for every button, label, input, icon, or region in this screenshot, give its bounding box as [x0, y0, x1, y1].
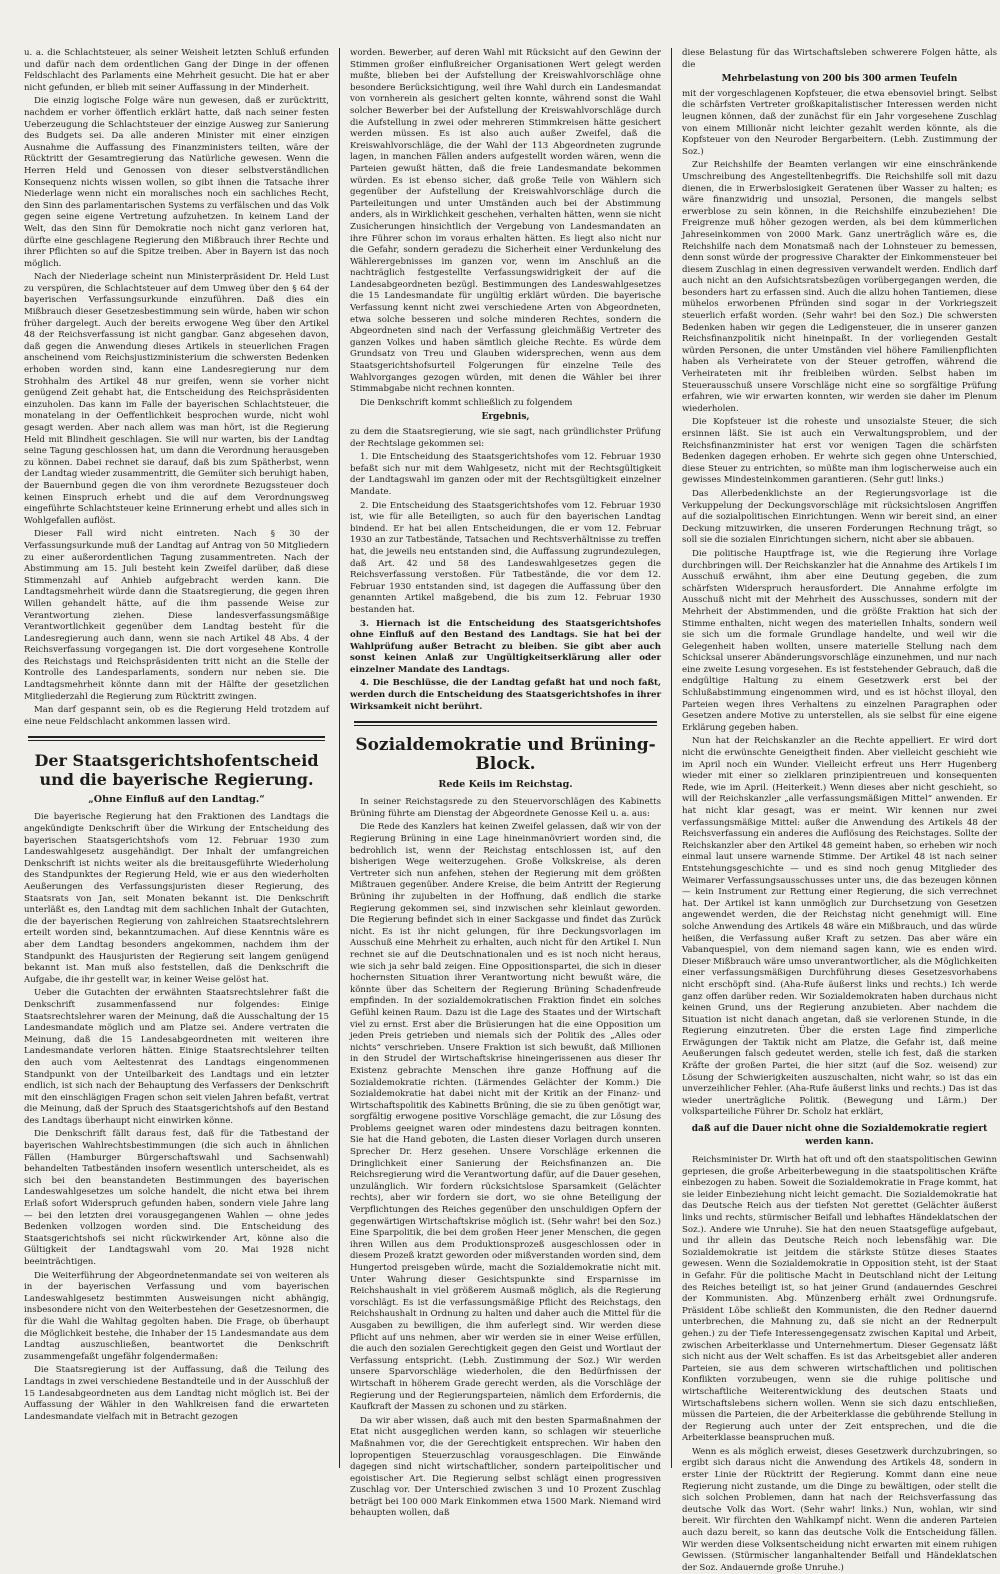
paragraph: Man darf gespannt sein, ob es die Regierung Held trotzdem auf eine neue Feldschlacht ankommen lassen wird.: [24, 705, 329, 727]
paragraph: Die einzig logische Folge wäre nun gewesen, daß er zurücktritt, nachdem er vorher öffentlich erklärt hatte, daß nach seiner festen Ueberzeugung die Schlachtsteuer der einzige Ausweg zur Sanierung des Budgets sei. Da alle anderen Minister mit einer einzigen Ausnahme die Auffassung des Finanzministers teilten, wäre der Rücktritt der Gesamtregierung das Natürliche gewesen. Wenn die Herren Held und Genossen von dieser selbstverständlichen Konsequenz nichts wissen wollen, so gibt ihnen die Tatsache ihrer Niederlage wenn nicht ein moralisches noch ein sachliches Recht, den Sinn des parlamentarischen Systems zu verfälschen und das Volk gegen seine eigene Vertretung aufzuhetzen. In keinem Land der Welt, das den Sinn für Demokratie noch nicht ganz verloren hat, dürfte eine geschlagene Regierung den Mißbrauch ihrer Rechte und ihrer Pflichten so auf die Spitze treiben. Aber in Bayern ist das noch möglich.: [24, 96, 329, 269]
paragraph: Die Weiterführung der Abgeordnetenmandate sei von weiteren als in der bayerischen Verfassung und vom bayerischen Landeswahlgesetz bestimmten Ausweisungen nicht abhängig, insbesondere nicht von den Weiterbestehen der Gesetzesnormen, die für die Wahl die Wahltag gegolten haben. Die Frage, ob überhaupt die Möglichkeit bestehe, die Inhaber der 15 Landesmandate aus dem Landtag auszuschließen, beantwortet die Denkschrift zusammengefaßt ungefähr folgendermaßen:: [24, 1270, 329, 1362]
paragraph: Die Rede des Kanzlers hat keinen Zweifel gelassen, daß wir von der Regierung Brüning in eine Lage hineinmanövriert worden sind, die bedrohlich ist, wenn der Reichstag entschlossen ist, auf den bisherigen Wege weiterzugehen. Große Volkskreise, als deren Vertreter sich nun anfehen, stehen der Regierung mit dem größten Mißtrauen gegenüber. Andere Kreise, die beim Antritt der Regierung Brüning ihr zujubelten in der Hoffnung, daß endlich die starke Regierung gekommen sei, sind inzwischen sehr kleinlaut geworden. Die Regierung befindet sich in einer Sackgasse und findet das Zurück nicht. Es ist ihr nicht gelungen, für ihre Deckungsvorlagen im Ausschuß eine Mehrheit zu erhalten, auch nicht für den Artikel I. Nun rechnet sie auf die Deutschnationalen und es ist noch nicht heraus, wie sich ja sehr bald zeigen. Eine Oppositionspartei, die sich in dieser hochernsten Situation ihrer Verantwortung nicht bewußt wäre, die könnte über das Scheitern der Regierung Brüning Schadenfreude empfinden. In der sozialdemokratischen Fraktion findet ein solches Gefühl keinen Raum. Dazu ist die Lage des Staates und der Wirtschaft viel zu ernst. Erst aber die Brüsierungen hat die eine Opposition um jeden Preis getrieben und niemals sich der Politik des „Alles oder nichts“ verschrieben. Unsere Fraktion ist sich bewußt, daß Millionen in den Strudel der Wirtschaftskrise hineingerissenen aus dieser Ihr Existenz gebrachte Menschen ihre ganze Hoffnung auf die Sozialdemokratie richten. (Lärmendes Gelächter der Komm.) Die Sozialdemokratie hat dabei nicht mit der Kritik an der Finanz- und Wirtschaftspolitik des Kabinetts Brüning, die sie zu üben genötigt war, sorgfältig erwogene positive Vorschläge gemacht, die zur Lösung des Problems geeignet waren oder mindestens dazu beitragen konnten. Sie hat die Hand geboten, die Lasten dieser Vorlagen durch unseren Sprecher Dr. Herz gesehen. Unsere Vorschläge erkennen die Dringlichkeit einer Sanierung der Reichsfinanzen an. Die Reichsregierung wird die Verantwortung dafür, auf die Dauer gesehen, unzulänglich. Wir fordern rücksichtslose Sparsamkeit (Gelächter rechts), aber wir fordern sie dort, wo sie ohne Beteiligung der Verpflichtungen des Reiches gegenüber den unschuldigen Opfern der gegenwärtigen Wirtschaftskrise möglich ist. (Sehr wahr! bei den Soz.) Eine Sparpolitik, die bei dem großen Heer jener Menschen, die gegen ihren Willen aus dem Produktionsprozeß ausgeschlossen oder in diesem Prozeß kratzt geworden oder mißverstanden worden sind, dem Hungertod preisgeben würde, macht die Sozialdemokratie nicht mit. Unter Wahrung dieser Gesichtspunkte sind Ersparnisse im Reichshaushalt in viel größerem Ausmaß möglich, als die Regierung vorschlägt. Es ist die verfassungsmäßige Pflicht des Reichstags, den Reichshaushalt in Ordnung zu halten und daher auch die Mittel für die Ausgaben zu bewilligen, die ihm auferlegt sind. Wir werden diese Pflicht auf uns nehmen, aber wir werden sie in einer Weise erfüllen, die auch den sozialen Gerechtigkeit gegen den Geist und Wortlaut der Verfassung entspricht. (Lebh. Zustimmung der Soz.) Wir werden unsere Sparvorschläge wiederholen, die den Bedürfnissen der Wirtschaft in höherem Grade gerecht werden, als die Vorschläge der Regierung und der Regierungsparteien, nämlich dem Erfordernis, die Kaufkraft der Massen zu schonen und zu stärken.: [350, 822, 661, 1413]
paragraph: 4. Die Beschlüsse, die der Landtag gefaßt hat und noch faßt, werden durch die Entscheidung des Staatsgerichtshofes in ihrer Wirksamkeit nicht berührt.: [350, 678, 661, 712]
paragraph: Die bayerische Regierung hat den Fraktionen des Landtags die angekündigte Denkschrift über die Wirkung der Entscheidung des bayerischen Staatsgerichtshofs vom 12. Februar 1930 zum Landeswahlgesetz ausgehändigt. Der Inhalt der umfangreichen Denkschrift ist nichts weiter als die breitausgeführte Wiederholung des Standpunktes der Regierung Held, wie er aus den wiederholten Aeußerungen des Verfassungsjuristen dieser Regierung, des Staatsrats von Jan, seit Monaten bekannt ist. Die Denkschrift unterläßt es, den Landtag mit dem sachlichen Inhalt der Gutachten, die der bayerischen Regierung von zahlreichen Staatsrechtslehrern erteilt worden sind, bekanntzumachen. Auf diese Kenntnis wäre es aber dem Landtag besonders angekommen, nachdem ihm der Standpunkt des Hausjuristen der Regierung seit langem genügend bekannt ist. Man muß also feststellen, daß die Denkschrift die Aufgabe, die ihr gestellt war, in keiner Weise gelöst hat.: [24, 812, 329, 985]
paragraph: worden. Bewerber, auf deren Wahl mit Rücksicht auf den Gewinn der Stimmen großer einflußreicher Organisationen Wert gelegt werden mußte, blieben bei der Aufstellung der Kreiswahlvorschläge ohne besondere Berücksichtigung, weil ihre Wahl durch ein Landesmandat von vornherein als gesichert gelten konnte, während sonst die Wahl solcher Bewerber bei der Aufstellung der Kreiswahlvorschläge durch die Aufstellung in zwei oder mehreren Stimmkreisen hätte gesichert werden müssen. Es ist also auch außer Zweifel, daß die Kreiswahlvorschläge, die der Wahl der 113 Abgeordneten zugrunde lagen, in manchen Fällen anders aufgestellt worden wären, wenn die Parteien gewußt hätten, daß die freie Landesmandate bekommen würden. Es ist ebenso sicher, daß große Teile von Wählern sich gegenüber der Aufstellung der Kreiswahlvorschläge durch die Parteileitungen und unter Umständen auch bei der Abstimmung anders, als in Wirklichkeit geschehen, verhalten hätten, wenn sie nicht Zusicherungen hinsichtlich der Vergebung von Landesmandaten an ihre Führer schon im voraus erhalten hätten. Es liegt also nicht nur die Gefahr, sondern geradezu die Sicherheit einer Verdunkelung des Wählerergebnisses im ganzen vor, wenn im Anschluß an die nachträglich festgestellte Verfassungswidrigkeit der auf die Landesabgeordneten bezügl. Bestimmungen des Landeswahlgesetzes die 15 Landesmandate für ungültig erklärt würden. Die bayerische Verfassung kennt nicht zwei verschiedene Arten von Abgeordneten, etwa solche besseren und solche minderen Rechtes, sondern die Abgeordneten sind nach der Verfassung gleichmäßig Vertreter des ganzen Volkes und haben sämtlich gleiche Rechte. Es würde dem Grundsatz von Treu und Glauben widersprechen, wenn aus dem Staatsgerichtshofsurteil Folgerungen für einzelne Teile des Wahlvorganges gezogen würden, mit denen die Wähler bei ihrer Stimmabgabe nicht rechnen konnten.: [350, 48, 661, 395]
paragraph: mit der vorgeschlagenen Kopfsteuer, die etwa ebensoviel bringt. Selbst die schärfsten Vertreter großkapitalistischer Interessen werden nicht leugnen können, daß der zunächst für ein Jahr vorgesehene Zuschlag von einem Millionär nicht leichter gezahlt werden könnte, als die Kopfsteuer von den Neuroder Bergarbeitern. (Lebh. Zustimmung der Soz.): [682, 88, 997, 157]
paragraph: Reichsminister Dr. Wirth hat oft und oft den staatspolitischen Gewinn gepriesen, die große Arbeiterbewegung in die staatspolitischen Kräfte einbezogen zu haben. Soweit die Sozialdemokratie in Frage kommt, hat sie leider Einbeziehung nicht leicht gemacht. Die Sozialdemokratie hat das Deutsche Reich aus der tiefsten Not gerettet (Gelächter äußerst links und rechts, stürmischer Beifall und lebhaftes Händeklatschen der Soz.). Andere wie Unruhe). Sie hat den neuen Staatsgefüge aufgebaut, und ihr allein das Deutsche Reich noch lebensfähig war. Die Sozialdemokratie ist jeitdem die stärkste Stütze dieses Staates gewesen. Wenn die Sozialdemokratie in Opposition steht, ist der Staat in Gefahr. Für die politische Macht in Deutschland nicht der Leitung des Reiches beteiligt ist, so hat jeiner Grund (andauerndes Geschrei der Kommunisten. Abg. Münzenberg erhält zwei Ordnungsrufe. Präsident Löbe schließt den Kommunisten, die den Redner dauernd unterbrechen, die Mahnung zu, daß sie nicht an der Rednerpult gehen.) zu der Tiefe Interessengegensatz zwischen Kapital und Arbeit, zwischen Arbeiterklasse und Unternehmertum. Dieser Gegensatz läßt sich nicht aus der Welt schaffen. Es ist das Arbeitsgebiet aller anderen Parteien, sie aus dem schweren wirtschaftlichen und politischen Konflikten vorzubeugen, wenn sie die ruhige politische und wirtschaftliche Weiterentwicklung des deutschen Staats und Wirtschaftslebens sichern wollen. Wenn sie sich dazu entschließen, müssen die Parteien, die der Arbeiterklasse die gebührende Stellung in der Regierung auch unter der Zeit entsprechen, und die die Arbeiterklasse beanspruchen muß.: [682, 1155, 997, 1444]
paragraph: Die politische Hauptfrage ist, wie die Regierung ihre Vorlage durchbringen will. Der Reichskanzler hat die Annahme des Artikels I im Ausschuß erwähnt, ihm aber eine Deutung gegeben, die zum schärfsten Widerspruch herausfordert. Die Annahme erfolgte im Ausschuß nicht mit der Mehrheit des Ausschusses, sondern mit der Mehrheit der Abstimmenden, und die größte Fraktion hat sich der Stimme enthalten, nicht wegen des materiellen Inhalts, sondern weil sie sich um die formale Grundlage handelte, und weil wir die Gelegenheit haben wollten, unsere materielle Stellung nach dem Schicksal unserer Abänderungsvorschläge einzunehmen, und nur nach eine zweite Lesung vorgesehen. Es ist feststehender Gebrauch, daß die endgültige Haltung zu einem Gesetzwerk erst bei der Schlußabstimmung eingenommen wird, und es ist höchst illoyal, den Parteien wegen ihres Verhaltens zu einzelnen Paragraphen oder Gesetzen andere Motive zu unterstellen, als sie selbst für eine eigene Erklärung gegeben haben.: [682, 548, 997, 733]
section-divider: [354, 721, 657, 726]
section-label: Ergebnis,: [481, 412, 530, 423]
section-divider: [28, 736, 325, 741]
paragraph: Zur Reichshilfe der Beamten verlangen wir eine einschränkende Umschreibung des Angestelltenbegriffs. Die Reichshilfe soll mit dazu dienen, die in Erwerbslosigkeit Geratenen über Wasser zu halten; es wäre finanzwidrig und unsozial, Personen, die mangels selbst erwerblose zu sein können, in die Reichshilfe einzubeziehen! Die Freigrenze muß höher gezogen werden, als bei dem kümmerlichen Jahreseinkommen von 2000 Mark. Ganz unerträglich wäre es, die Reichshilfe nach dem Monatsmaß nach der Lohnsteuer zu bemessen, denn sonst würde der progressive Charakter der Einkommensteuer bei diesem Zuschlag in einen degressiven verwandelt werden. Endlich darf auch nicht an den Aufsichtsratsbezügen vorübergegangen werden, die besonders hart zu erfassen sind. Auch die allzu hohen Tantiemen, diese mühelos erworbenen Pfründen sind sogar in der Vorkriegszeit steuerlich erfaßt worden. (Sehr wahr! bei den Soz.) Die schwersten Bedenken haben wir gegen die Ledigensteuer, die in unserer ganzen Reichsfinanzpolitik nicht hineinpaßt. In der vorliegenden Gestalt würden Personen, die unter Umständen viel höhere Familienpflichten haben als Verheiratete von der Steuer getroffen, während die Verheirateten mit ihr freibleiben würden. Selbst haben im Steuerausschuß unsere Vorschläge nicht eine so sorgfältige Prüfung erfahren, wie wir erwarten konnten, wir werden sie daher im Plenum wiederholen.: [682, 160, 997, 414]
paragraph: Ueber die Gutachten der erwähnten Staatsrechtslehrer faßt die Denkschrift zusammenfassend nur folgendes: Einige Staatsrechtslehrer waren der Meinung, daß die Ausschaltung der 15 Landesmandate möglich und am Platze sei. Andere vertraten die Meinung, daß die 15 Landesabgeordneten mit weiteren ihre Landesmandate verloren hätten. Einige Staatsrechtslehrer teilten den auch vom Aeltestenrat des Landtags eingenommenen Standpunkt von der Unteilbarkeit des Landtags und ein letzter endlich, ist sich nach der Behauptung des Verfassers der Denkschrift mit den einschlägigen Fragen schon seit vielen Jahren befaßt, vertrat die Meinung, daß der Spruch des Staatsgerichtshofs auf den Bestand des Landtags überhaupt nicht einwirken könne.: [24, 988, 329, 1126]
paragraph: Dieser Fall wird nicht eintreten. Nach § 30 der Verfassungsurkunde muß der Landtag auf Antrag von 50 Mitgliedern zu einer außerordentlichen Tagung zusammentreten. Nach der Abstimmung am 15. Juli besteht kein Zweifel darüber, daß diese Stimmenzahl auf Anhieb aufgebracht werden kann. Die Landtagsmehrheit würde dann die Staatsregierung, die gegen ihren Willen gehandelt hätte, auf die ihm passende Weise zur Verantwortung ziehen. Diese landesverfassungsmäßige Verantwortlichkeit gegenüber dem Landtag besteht für die Landesregierung auch dann, wenn sie nach Artikel 48 Abs. 4 der Reichsverfassung vorgegangen ist. Die dort vorgesehene Kontrolle des Reichstags und Reichspräsidenten tritt nicht an die Stelle der Kontrolle des Landesparlaments, sondern nur neben sie. Die Landtagsmehrheit könnte dann mit der Hälfte der gesetzlichen Mitgliederzahl die Regierung zum Rücktritt zwingen.: [24, 529, 329, 702]
section-label: daß auf die Dauer nicht ohne die Sozialdemokratie regiert werden kann.: [691, 1124, 988, 1148]
paragraph: Die Denkschrift fällt daraus fest, daß für die Tatbestand der bayerischen Wahlrechtsbestimmungen (die sich auch in ähnlichen Fällen (Hamburger Bürgerschaftswahl und Sachsenwahl) behandelten Tatbeständen insofern wesentlich unterscheidet, als es sich bei den beanstandeten Bestimmungen des bayerischen Landeswahlgesetzes um solche handelt, die nicht etwa bei ihrem Erlaß sofort Widerspruch gefunden haben, sondern viele Jahre lang — bei den letzten drei vorausgegangenen Wahlen — ohne jedes Bedenken vollzogen worden sind. Die Entscheidung des Staatsgerichtshofs sei nicht rückwirkender Art, könne also die Gültigkeit der Landtagswahl vom 20. Mai 1928 nicht beeinträchtigen.: [24, 1129, 329, 1267]
paragraph: diese Belastung für das Wirtschaftsleben schwerere Folgen hätte, als die: [682, 48, 997, 70]
paragraph: Die Kopfsteuer ist die roheste und unsozialste Steuer, die sich ersinnen läßt. Sie ist auch ein Verwaltungsproblem, und der Reichsfinanzminister hat erst vor wenigen Tagen die schärfsten Bedenken dagegen erhoben. Er wehrte sich gegen ohne Unterschied, diese Steuer zu entrichten, so müßte man ihm logischerweise auch ein gewisses Mindesteinkommen garantieren. (Sehr gut! links.): [682, 417, 997, 486]
column-middle: [350, 48, 661, 1519]
paragraph: u. a. die Schlachtsteuer, als seiner Weisheit letzten Schluß erfunden und dafür nach dem ordentlichen Gang der Dinge in der offenen Feldschlacht des Parlaments eine Mehrheit gesucht. Die hat er aber nicht gefunden, er blieb mit seiner Auffassung in der Minderheit.: [24, 48, 329, 93]
paragraph: 3. Hiernach ist die Entscheidung des Staatsgerichtshofes ohne Einfluß auf den Bestand des Landtags. Sie hat bei der Wahlprüfung außer Betracht zu bleiben. Sie gibt aber auch sonst keinen Anlaß zur Ungültigkeitserklärung aller oder einzelner Mandate des Landtags.: [350, 618, 661, 675]
column-rule: [339, 48, 340, 1468]
article-header: [24, 751, 329, 806]
column-left: [24, 48, 329, 1472]
paragraph: zu dem die Staatsregierung, wie sie sagt, nach gründlichster Prüfung der Rechtslage gekommen sei:: [350, 427, 661, 449]
article-subheadline: Rede Keils im Reichstag.: [438, 779, 573, 791]
paragraph: Nun hat der Reichskanzler an die Rechte appelliert. Er wird dort nicht die erwünschte Geneigtheit finden. Aber vielleicht geschieht wie im April noch ein Wunder. Vielleicht erfreut uns Herr Hugenberg wieder mit einer so zielklaren prinzipientreuen und konsequenten Rede, wie im April. (Heiterkeit.) Wenn dieses aber nicht geschieht, so will der Reichskanzler „alle verfassungsmäßigen Mittel“ anwenden. Er hat nicht klar gesagt, was er meint. Wir kennen nur zwei verfassungsmäßige Mittel: außer die Anwendung des Artikels 48 der Reichsverfassung ein anderes die Auflösung des Reichstages. Sollte der Reichskanzler aber den Artikel 48 gemeint haben, so erheben wir noch einmal laut unsere warnende Stimme. Der Artikel 48 ist nach seiner Entstehungsgeschichte — und es sind noch genug Mitglieder des Weimarer Verfassungsausschusses unter uns, die das bezeugen können — kein Instrument zur Rettung einer Regierung, die sich verrechnet hat. Der Artikel ist kann unmöglich zur Durchsetzung von Gesetzen angewendet werden, die der Reichstag nicht genehmigt will. Eine solche Anwendung des Artikels 48 wäre ein Mißbrauch, und das würde heißen, die Verfassung außer Kraft zu setzen. Das aber wäre ein Vabanquespiel, von dem niemand sagen kann, wie es enden wird. Dieser Mißbrauch wäre umso unverantwortlicher, als die Möglichkeiten einer verfassungsmäßigen Durchführung dieses Gesetzesvorhabens nicht erschöpft sind. (Aha-Rufe äußerst links und rechts.) Ich werde ganz offen darüber reden. Wir Sozialdemokraten haben durchaus nicht keinen Grund, uns der Regierung anzubieten. Aber nachdem die Situation ist nicht danach angetan, daß sie verlorenen Stunde, in die Regierung einzutreten. Über die ersten Lage find zimperliche Erwägungen der Taktik nicht am Platze, die Gefahr ist, daß meine Aeußerungen falsch gedeutet werden, stelle ich fest, daß die starken Kräfte der großen Partei, die hier sitzt (auf die Soz. weisend) zur Lösung der Schwierigkeiten auszuschalten, nicht wahr, so ist das ein unverzeihlicher Fehler. (Aha-Rufe äußerst links und rechts.) Das ist das wieder unerträgliche Politik. (Bewegung und Lärm.) Der volksparteiliche Führer Dr. Scholz hat erklärt,: [682, 736, 997, 1118]
article-headline: Sozialdemokratie und Brüning-Block.: [355, 735, 656, 775]
paragraph: Da wir aber wissen, daß auch mit den besten Sparmaßnahmen der Etat nicht ausgeglichen werden kann, so schlagen wir steuerliche Maßnahmen vor, die der Gerechtigkeit entsprechen. Wir haben den lopropentigen Steuerzuschlag vorausgeschlagen. Die Einwände dagegen sind nicht wirtschaftlicher, sondern parteipolitischer und egoistischer Art. Die Regierung selbst schlägt einen progressiven Zuschlag vor. Der Unterschied zwischen 3 und 10 Prozent Zuschlag beträgt bei 100 000 Mark Einkommen etwa 1500 Mark. Niemand wird behaupten wollen, daß: [350, 1415, 661, 1519]
column-right: [682, 48, 997, 1573]
paragraph: Nach der Niederlage scheint nun Ministerpräsident Dr. Held Lust zu verspüren, die Schlachtsteuer auf dem Umweg über den § 64 der bayerischen Verfassungsurkunde einzuführen. Daß dies ein Mißbrauch dieser Gesetzesbestimmung sein würde, haben wir schon früher dargelegt. Auch der bereits erwogene Weg über den Artikel 48 der Reichsverfassung ist nicht gangbar. Ganz abgesehen davon, daß gegen die Anwendung dieses Artikels in steuerlichen Fragen anscheinend vom Reichsjustizministerium die schwersten Bedenken erhoben worden sind, kann eine Landesregierung nur dem Strohhalm des Artikel 48 nur greifen, wenn sie vorher nicht genügend Zeit gehabt hat, die Entscheidung des Reichspräsidenten einzuholen. Das kann im Falle der bayerischen Schlachtsteuer, die monatelang in der Oeffentlichkeit besprochen wurde, nicht wohl gesagt werden. Aber nach allem was man hört, ist die Regierung Held mit Blindheit geschlagen. Sie will nur warten, bis der Landtag seine Tagung geschlossen hat, um dann die Verordnung herausgeben zu können. Dabei rechnet sie darauf, daß bis zum Spätherbst, wenn der Landtag wieder zusammentritt, die Gemüter sich beruhigt haben, der Bauernbund gegen die von ihm verordnete Bezugssteuer doch keinen Einspruch erhebt und die auf dem Verordnungsweg eingeführte Schlachtsteuer keine Erinnerung erhebt und alles sich in Wohlgefallen auflöst.: [24, 272, 329, 526]
paragraph: In seiner Reichstagsrede zu den Steuervorschlägen des Kabinetts Brüning führte am Dienstag der Abgeordnete Genosse Keil u. a. aus:: [350, 797, 661, 819]
article-header: [350, 736, 661, 791]
article-subheadline: „Ohne Einfluß auf den Landtag.“: [88, 794, 265, 806]
section-label: Mehrbelastung von 200 bis 300 armen Teufeln: [721, 74, 958, 85]
paragraph: Das Allerbedenklichste an der Regierungsvorlage ist die Verkuppelung der Deckungsvorschläge mit rücksichtslosen Angriffen auf die sozialpolitischen Einrichtungen. Wenn wir bereit sind, an einer Deckung mitzuwirken, die unseren Forderungen Rechnung trägt, so soll sie die sozialen Einrichtungen sichern, nicht aber sie abbauen.: [682, 488, 997, 546]
paragraph: Wenn es als möglich erweist, dieses Gesetzwerk durchzubringen, so ergibt sich daraus nicht die Anwendung des Artikels 48, sondern in erster Linie der Rücktritt der Regierung. Kommt dann eine neue Regierung nicht zustande, um die Dinge zu bewältigen, oder stellt die sich solchen Problemen, dann hat nach der Reichsverfassung das deutsche Volk das Wort. (Sehr wahr! links.) Nun, wohlan, wir sind bereit. Wir fürchten den Wahlkampf nicht. Wenn die anderen Parteien auch dazu bereit, so kann das deutsche Volk die Entscheidung fällen. Wir werden diese Volksentscheidung nicht erwarten mit einem ruhigen Gewissen. (Stürmischer langanhaltender Beifall und Händeklatschen der Soz. Andauernde große Unruhe.): [682, 1446, 997, 1573]
column-rule: [671, 48, 672, 1468]
paragraph: 2. Die Entscheidung des Staatsgerichtshofes vom 12. Februar 1930 ist, wie für alle Beteiligten, so auch für den bayerischen Landtag bindend. Er hat bei allen Entscheidungen, die er vom 12. Februar 1930 an zur Tatbestände, Tatsachen und Rechtsverhältnisse zu treffen hat, die jeweils neu entstanden sind, die Auffassung zugrundezulegen, daß Art. 42 und 58 des Landeswahlgesetzes gegen die Reichsverfassung verstoßen. Für Tatbestände, die vor dem 12. Februar 1930 entstanden sind, ist dagegen die Auffassung über den genannten Artikel maßgebend, die bis zum 12. Februar 1930 bestanden hat.: [350, 500, 661, 615]
paragraph: 1. Die Entscheidung des Staatsgerichtshofes vom 12. Februar 1930 befaßt sich nur mit dem Wahlgesetz, nicht mit der Rechtsgültigkeit der Landtagswahl im ganzen oder mit der Rechtsgültigkeit einzelner Mandate.: [350, 452, 661, 497]
paragraph: Die Staatsregierung ist der Auffassung, daß die Teilung des Landtags in zwei verschiedene Bestandteile und in der Ausschluß der 15 Landesabgeordneten aus dem Landtag nicht möglich ist. Bei der Auffassung der Wähler in den Wahlkreisen fand die erwarteten Landesmandate vielfach mit in Betracht gezogen: [24, 1365, 329, 1422]
paragraph: Die Denkschrift kommt schließlich zu folgendem: [360, 397, 573, 408]
article-headline: Der Staatsgerichtshofentscheid und die bayerische Regierung.: [34, 751, 319, 790]
